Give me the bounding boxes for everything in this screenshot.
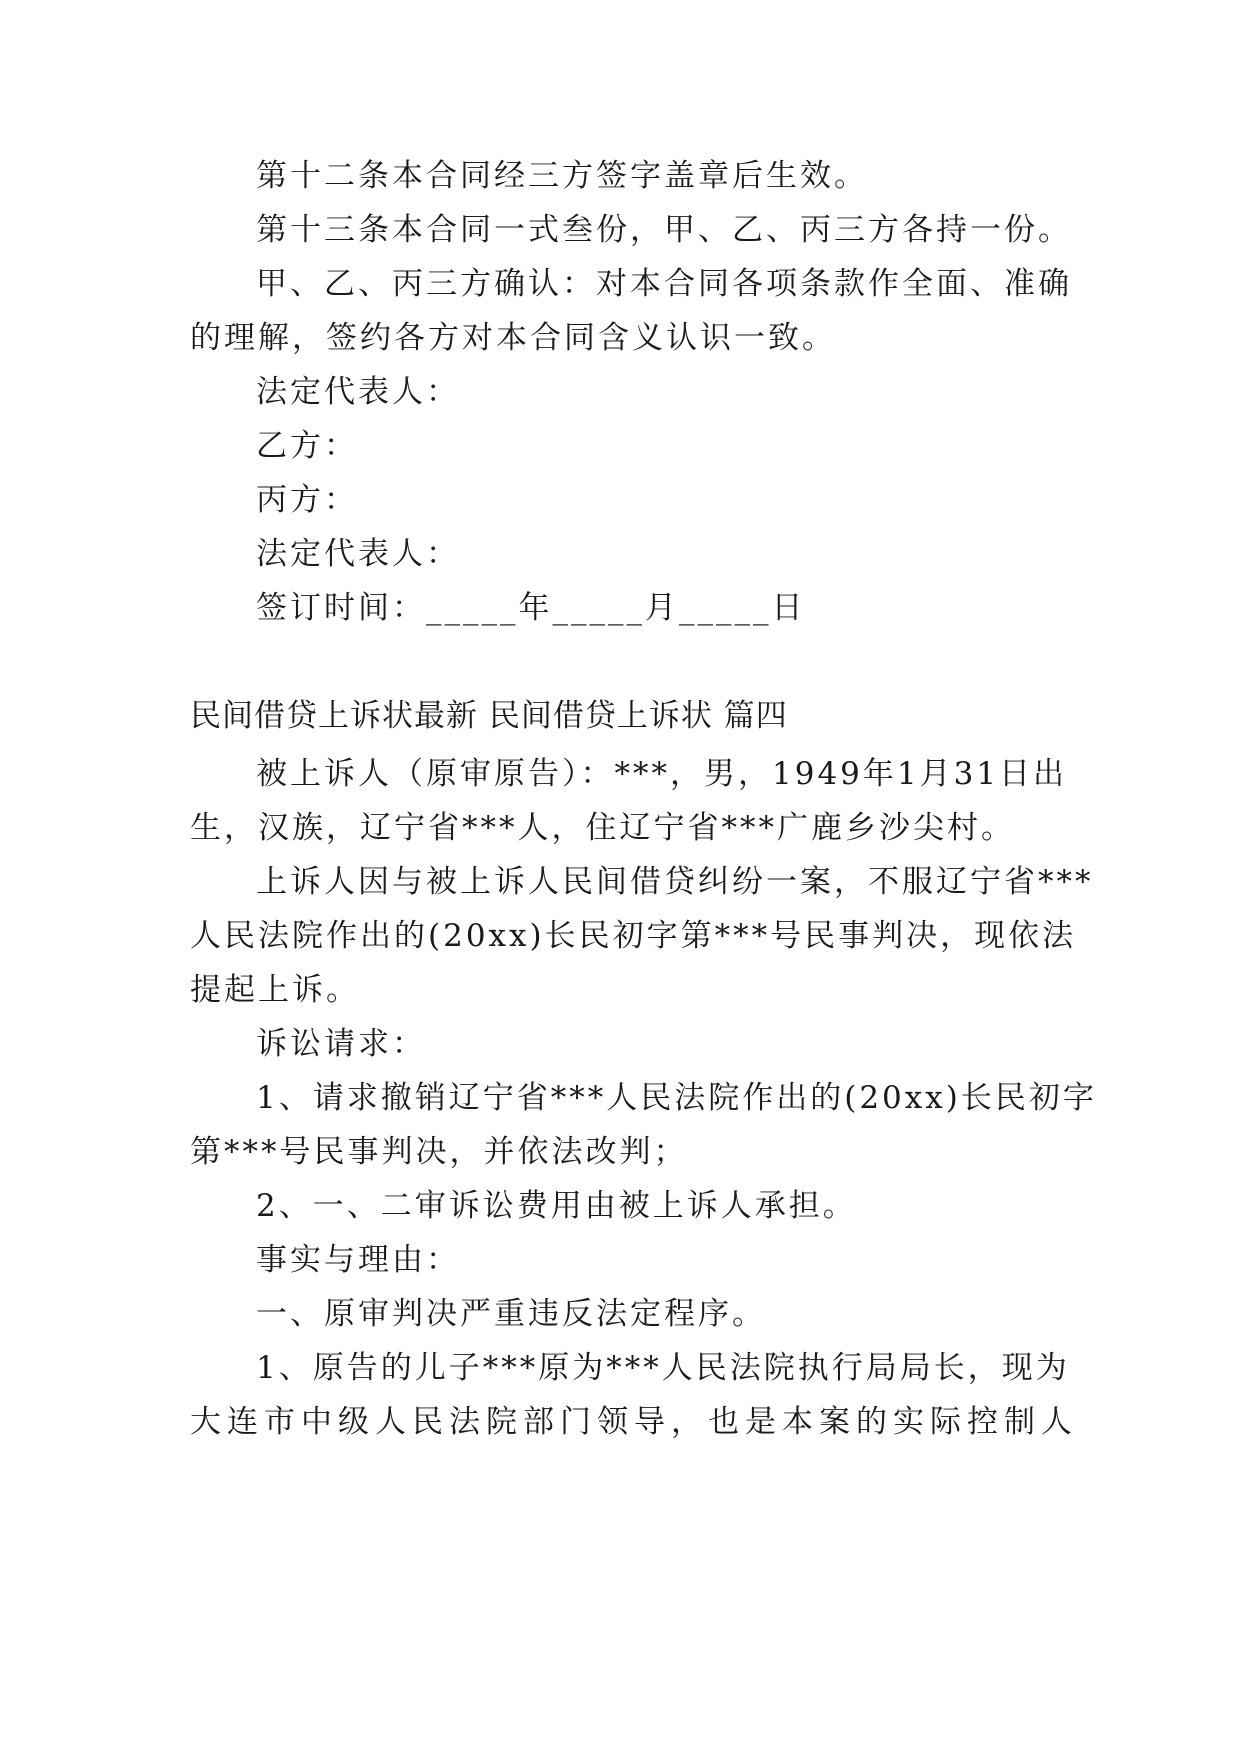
paragraph-line: 1、原告的儿子***原为***人民法院执行局局长，现为: [256, 1350, 1070, 1386]
paragraph-line: 人民法院作出的(20xx)长民初字第***号民事判决，现依法: [190, 918, 1077, 954]
paragraph-line: 生，汉族，辽宁省***人，住辽宁省***广鹿乡沙尖村。: [190, 810, 1015, 846]
paragraph-line: 甲、乙、丙三方确认：对本合同各项条款作全面、准确: [256, 266, 1072, 302]
paragraph-line: 一、原审判决严重违反法定程序。: [256, 1296, 766, 1332]
signature-label: 乙方：: [256, 428, 358, 464]
paragraph-line: 大连市中级人民法院部门领导，也是本案的实际控制人: [190, 1404, 1078, 1440]
section-heading: 民间借贷上诉状最新 民间借贷上诉状 篇四: [190, 698, 788, 734]
paragraph-line: 被上诉人（原审原告）：***，男，1949年1月31日出: [256, 756, 1068, 792]
paragraph-line: 事实与理由：: [256, 1242, 460, 1278]
signature-label: 法定代表人：: [256, 374, 460, 410]
paragraph-line: 1、请求撤销辽宁省***人民法院作出的(20xx)长民初字: [256, 1080, 1097, 1116]
paragraph-line: 第***号民事判决，并依法改判；: [190, 1134, 688, 1170]
signature-label: 法定代表人：: [256, 536, 460, 572]
paragraph-line: 2、一、二审诉讼费用由被上诉人承担。: [256, 1188, 857, 1224]
paragraph-line: 上诉人因与被上诉人民间借贷纠纷一案，不服辽宁省***: [256, 864, 1094, 900]
sign-date-line: 签订时间：_____年_____月_____日: [256, 590, 806, 626]
paragraph-line: 提起上诉。: [190, 972, 360, 1008]
paragraph-line: 第十二条本合同经三方签字盖章后生效。: [256, 158, 868, 194]
paragraph-line: 的理解，签约各方对本合同含义认识一致。: [190, 320, 836, 356]
paragraph-line: 诉讼请求：: [256, 1026, 426, 1062]
signature-label: 丙方：: [256, 482, 358, 518]
paragraph-line: 第十三条本合同一式叁份，甲、乙、丙三方各持一份。: [256, 212, 1072, 248]
